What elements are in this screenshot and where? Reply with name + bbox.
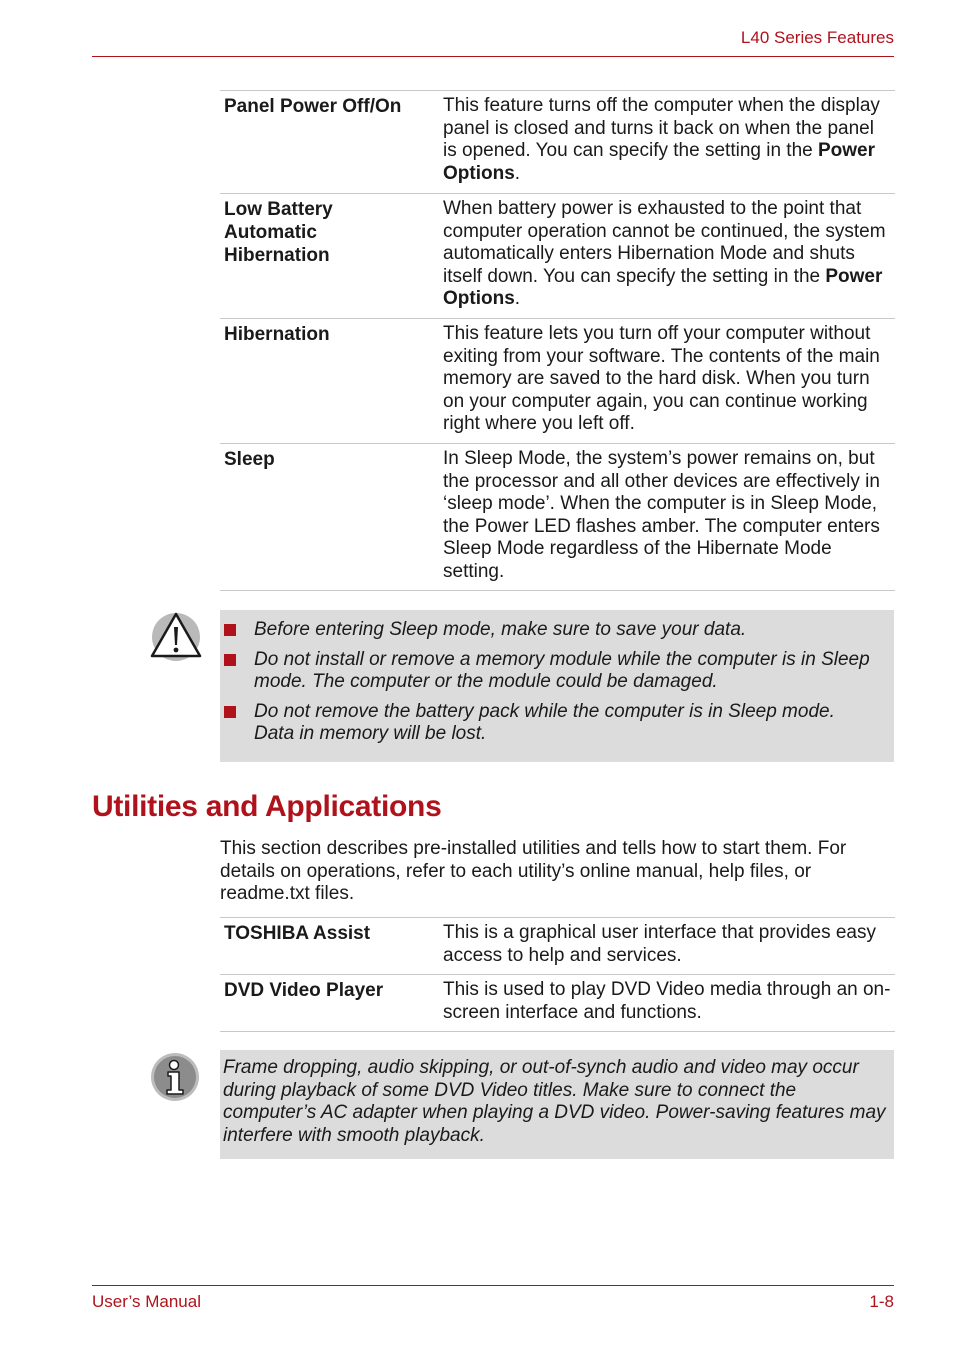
caution-item: Before entering Sleep mode, make sure to save your data. (220, 619, 878, 642)
feature-term: Hibernation (224, 324, 330, 345)
feature-term: Low Battery Automatic Hibernation (224, 199, 333, 266)
table-row (220, 319, 895, 444)
features-table (220, 90, 895, 591)
table-row (220, 194, 895, 319)
utility-term: TOSHIBA Assist (224, 923, 371, 944)
bullet-square-icon (224, 624, 236, 636)
table-row (220, 975, 895, 1032)
info-note-text: Frame dropping, audio skipping, or out-of-synch audio and video may occur during playback of some DVD Video titles. Make sure to connect the computer’s AC adapter when playing a DVD video. Power-saving features may interfere with smooth playback. (223, 1057, 886, 1146)
feature-term: Sleep (224, 449, 275, 470)
utility-term: DVD Video Player (224, 980, 384, 1001)
table-row (220, 91, 895, 194)
header-rule (92, 56, 894, 57)
section-intro: This section describes pre-installed utilities and tells how to start them. For details on operations, refer to each utility’s online manual, help files, or readme.txt files. (220, 838, 847, 905)
caution-item: Do not install or remove a memory module while the computer is in Sleep mode. The computer or the module could be damaged. (220, 649, 878, 694)
table-row (220, 918, 895, 975)
running-header: L40 Series Features (740, 28, 894, 47)
footer-rule (92, 1285, 894, 1286)
footer-manual-title: User’s Manual (92, 1292, 201, 1311)
table-row (220, 444, 895, 591)
page-number: 1-8 (869, 1292, 894, 1311)
caution-item: Do not remove the battery pack while the computer is in Sleep mode. Data in memory will be lost. (220, 701, 878, 746)
feature-term: Panel Power Off/On (224, 96, 402, 117)
section-heading: Utilities and Applications (92, 790, 442, 823)
feature-description: This feature turns off the computer when the display panel is closed and turns it back on when the panel is opened. You can specify the setting in the Power Options. (443, 95, 880, 184)
info-note-box (220, 1050, 894, 1159)
caution-box (220, 610, 894, 762)
info-icon (150, 1052, 200, 1102)
utility-description: This is used to play DVD Video media through an on-screen interface and functions. (443, 979, 891, 1023)
feature-description: When battery power is exhausted to the point that computer operation cannot be continued, the system automatically enters Hibernation Mode and shuts itself down. You can specify the setting in the Power Options. (443, 198, 886, 310)
bullet-square-icon (224, 706, 236, 718)
utility-description: This is a graphical user interface that provides easy access to help and services. (443, 922, 876, 966)
warning-triangle-icon (150, 610, 202, 662)
feature-description: In Sleep Mode, the system’s power remains on, but the processor and all other devices are effectively in ‘sleep mode’. When the computer is in Sleep Mode, the Power LED flashes amber. The computer enters Sleep Mode regardless of the Hibernate Mode setting. (443, 448, 880, 582)
utilities-table (220, 917, 895, 1032)
bullet-square-icon (224, 654, 236, 666)
feature-description: This feature lets you turn off your computer without exiting from your software. The contents of the main memory are saved to the hard disk. When you turn on your computer again, you can continue working right where you left off. (443, 323, 880, 435)
